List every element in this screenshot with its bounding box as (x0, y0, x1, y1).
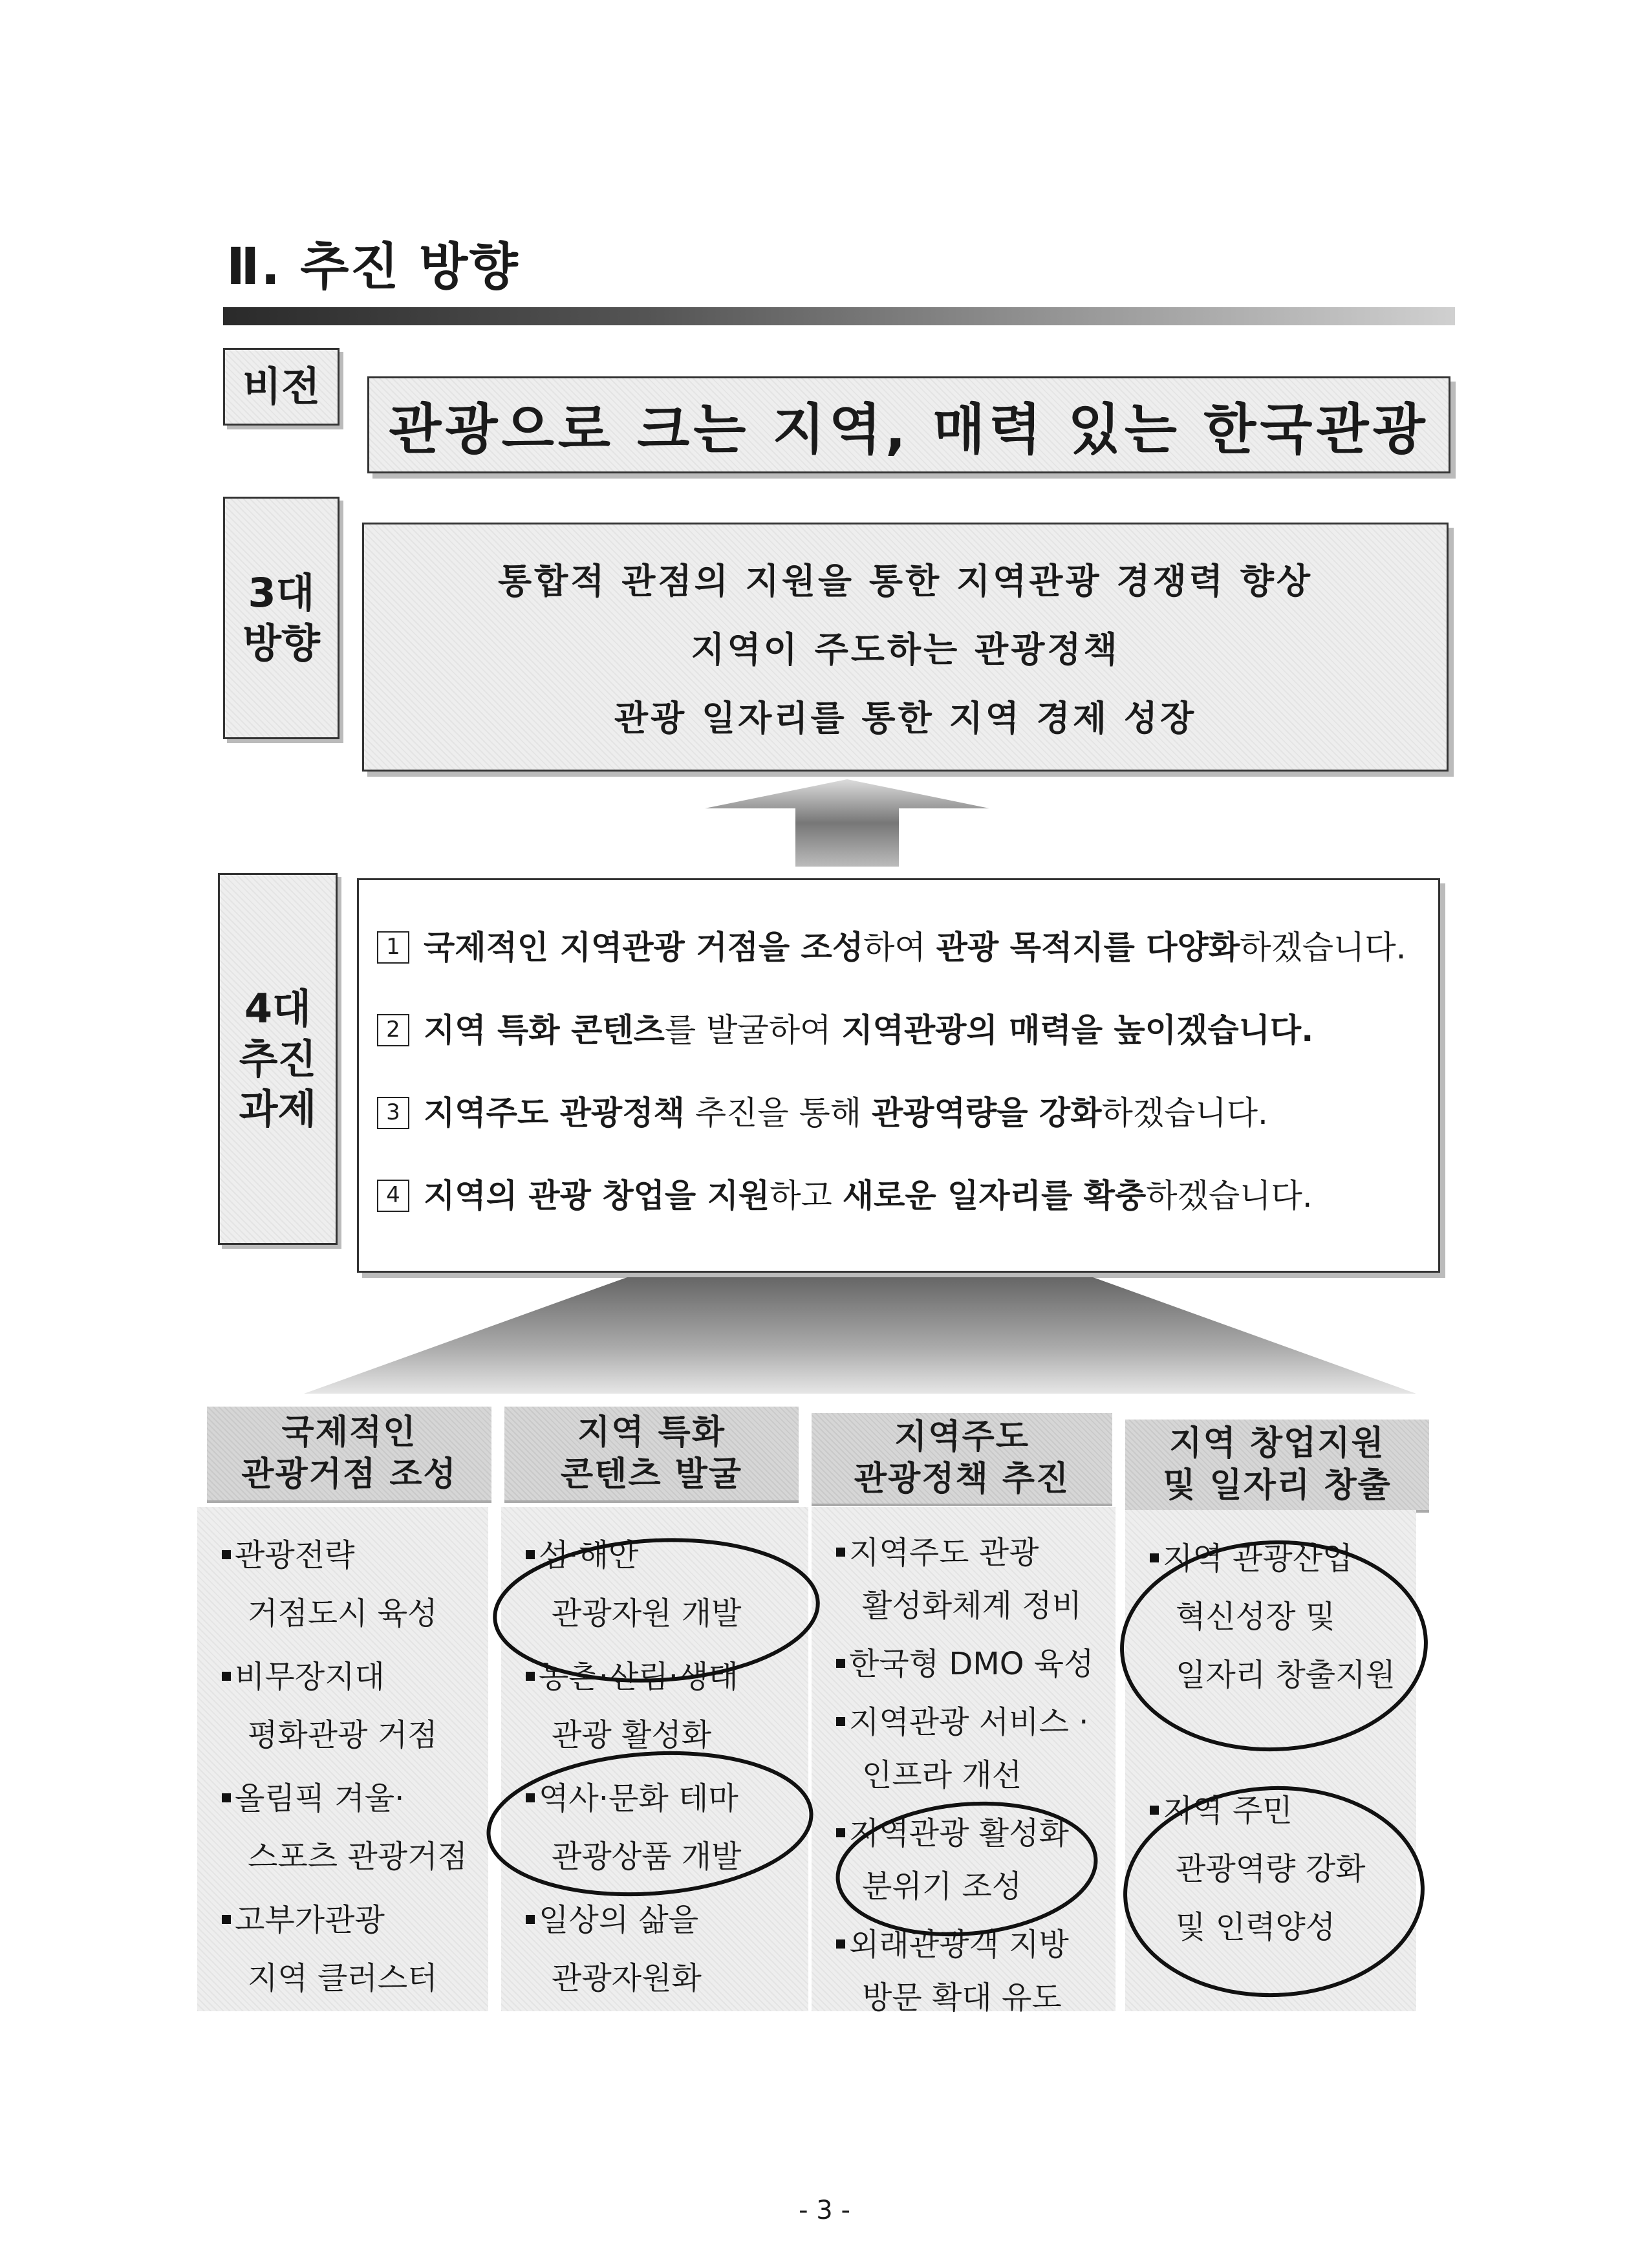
list-item-line: 관광상품 개발 (552, 1839, 742, 1875)
square-bullet-icon (836, 1828, 845, 1837)
square-bullet-icon (836, 1548, 845, 1557)
directions-label-line1: 3대 (248, 569, 315, 616)
column-header-line: 관광거점 조성 (241, 1454, 457, 1494)
list-item (836, 1918, 1104, 2024)
task-text: 하여 (863, 929, 936, 966)
roof-shape (304, 1277, 1416, 1394)
column-body-4 (1125, 1510, 1416, 2011)
section-title: Ⅱ. 추진 방향 (226, 238, 519, 296)
column-body-2 (501, 1507, 808, 2011)
list-item (222, 1648, 477, 1764)
task-number-box: 1 (377, 931, 409, 964)
task-number-box: 2 (377, 1014, 409, 1046)
list-item (1150, 1782, 1405, 1956)
list-item-line: 일자리 창출지원 (1176, 1657, 1396, 1693)
page-number: - 3 - (799, 2196, 850, 2225)
list-item-line: 관광자원 개발 (552, 1595, 742, 1632)
task-item-2 (377, 989, 1438, 1072)
direction-item: 관광 일자리를 통한 지역 경제 성장 (614, 698, 1197, 739)
task-text: 하고 (770, 1177, 843, 1215)
square-bullet-icon (222, 1550, 231, 1559)
square-bullet-icon (526, 1672, 535, 1681)
list-item (222, 1769, 477, 1886)
column-header-line: 국제적인 (281, 1412, 417, 1452)
task-number-box: 4 (377, 1180, 409, 1212)
tasks-label-line2: 추진 (239, 1035, 317, 1083)
column-header-1 (207, 1407, 491, 1503)
square-bullet-icon (1150, 1806, 1159, 1815)
directions-box (362, 523, 1449, 772)
list-item (836, 1526, 1104, 1632)
tasks-label (218, 873, 338, 1245)
list-item-line: 일상의 삶을 (539, 1902, 699, 1938)
up-arrow-icon (705, 779, 989, 867)
square-bullet-icon (836, 1939, 845, 1949)
list-item-line: 스포츠 관광거점 (248, 1839, 468, 1875)
list-item-line: 지역관광 서비스 · (849, 1704, 1089, 1740)
square-bullet-icon (222, 1793, 231, 1802)
list-item-line: 올림픽 겨울· (235, 1780, 405, 1817)
task-text-bold: 지역주도 관광정책 (424, 1094, 685, 1132)
list-item-line: 한국형 DMO 육성 (849, 1646, 1094, 1682)
column-header-4 (1125, 1420, 1429, 1513)
list-item (526, 1891, 797, 2007)
column-header-2 (504, 1407, 799, 1503)
list-item-line: 관광전략 (235, 1537, 355, 1573)
list-item-line: 섬·해안 (539, 1537, 639, 1573)
column-header-line: 관광정책 추진 (854, 1460, 1070, 1498)
column-header-line: 지역 특화 (577, 1412, 726, 1452)
list-item-line: 지역 클러스터 (248, 1960, 438, 1996)
list-item-line: 지역관광 활성화 (849, 1815, 1069, 1852)
column-header-line: 콘텐츠 발굴 (560, 1454, 743, 1494)
list-item-line: 혁신성장 및 (1176, 1599, 1336, 1635)
square-bullet-icon (526, 1793, 535, 1802)
tasks-label-line3: 과제 (239, 1085, 317, 1133)
task-text-bold: 국제적인 지역관광 거점을 조성 (424, 929, 864, 966)
task-item-3 (377, 1072, 1438, 1154)
task-text-bold: 지역 특화 콘텐츠 (424, 1011, 665, 1049)
list-item (526, 1648, 797, 1764)
list-item-line: 평화관광 거점 (248, 1717, 438, 1753)
square-bullet-icon (222, 1915, 231, 1924)
list-item-line: 인프라 개선 (862, 1757, 1022, 1793)
square-bullet-icon (526, 1915, 535, 1924)
task-item-4 (377, 1154, 1438, 1237)
list-item (836, 1637, 1104, 1690)
task-text: 하겠습니다. (1240, 929, 1406, 966)
list-item-line: 농촌·산림·생태 (539, 1659, 738, 1695)
column-header-3 (812, 1413, 1112, 1506)
list-item-line: 관광역량 강화 (1176, 1851, 1366, 1887)
task-text-bold: 지역의 관광 창업을 지원 (424, 1177, 770, 1215)
list-item-line: 관광자원화 (552, 1960, 702, 1996)
square-bullet-icon (836, 1717, 845, 1726)
list-item (836, 1696, 1104, 1802)
square-bullet-icon (836, 1659, 845, 1668)
list-item-line: 지역주도 관광 (849, 1535, 1039, 1571)
list-item-line: 관광 활성화 (552, 1717, 712, 1753)
column-header-line: 지역 창업지원 (1169, 1424, 1385, 1463)
list-item (526, 1526, 797, 1643)
vision-statement: 관광으로 크는 지역, 매력 있는 한국관광 (367, 376, 1450, 473)
square-bullet-icon (222, 1672, 231, 1681)
vision-label: 비전 (223, 348, 339, 426)
list-item-line: 방문 확대 유도 (862, 1980, 1062, 2016)
column-header-line: 지역주도 (894, 1418, 1029, 1456)
direction-item: 지역이 주도하는 관광정책 (691, 629, 1120, 670)
list-item-line: 고부가관광 (235, 1902, 385, 1938)
list-item-line: 비무장지대 (235, 1659, 385, 1695)
list-item (526, 1769, 797, 1886)
list-item-line: 지역 주민 (1163, 1793, 1293, 1829)
column-body-3 (812, 1507, 1116, 2016)
square-bullet-icon (526, 1550, 535, 1559)
list-item-line: 역사·문화 테마 (539, 1780, 738, 1817)
tasks-box (357, 878, 1440, 1273)
list-item-line: 거점도시 육성 (248, 1595, 438, 1632)
task-text: 하겠습니다. (1101, 1094, 1268, 1132)
list-item (222, 1891, 477, 2007)
task-text-bold: 새로운 일자리를 확충 (842, 1177, 1147, 1215)
column-header-line: 및 일자리 창출 (1163, 1466, 1392, 1505)
square-bullet-icon (1150, 1553, 1159, 1562)
tasks-label-line1: 4대 (244, 985, 312, 1033)
list-item (836, 1807, 1104, 1913)
task-number-box: 3 (377, 1097, 409, 1129)
task-text: 하겠습니다. (1146, 1177, 1313, 1215)
list-item-line: 활성화체계 정비 (862, 1588, 1082, 1624)
directions-label-line2: 방향 (242, 619, 320, 667)
list-item (1150, 1529, 1405, 1704)
title-rule (223, 307, 1455, 325)
task-text-bold: 관광 목적지를 다양화 (936, 929, 1240, 966)
directions-label (223, 497, 339, 739)
task-text-bold: 관광역량을 강화 (872, 1094, 1102, 1132)
direction-item: 통합적 관점의 지원을 통한 지역관광 경쟁력 향상 (497, 560, 1313, 601)
list-item-line: 외래관광객 지방 (849, 1927, 1069, 1963)
column-body-1 (197, 1507, 488, 2011)
task-text: 를 발굴하여 (664, 1011, 842, 1049)
list-item-line: 분위기 조성 (862, 1868, 1022, 1905)
list-item-line: 지역 관광산업 (1163, 1540, 1353, 1577)
task-text-bold: 지역관광의 매력을 높이겠습니다. (841, 1011, 1314, 1049)
task-item-1 (377, 906, 1438, 989)
list-item-line: 및 인력양성 (1176, 1909, 1336, 1945)
list-item (222, 1526, 477, 1643)
task-text: 추진을 통해 (684, 1094, 872, 1132)
